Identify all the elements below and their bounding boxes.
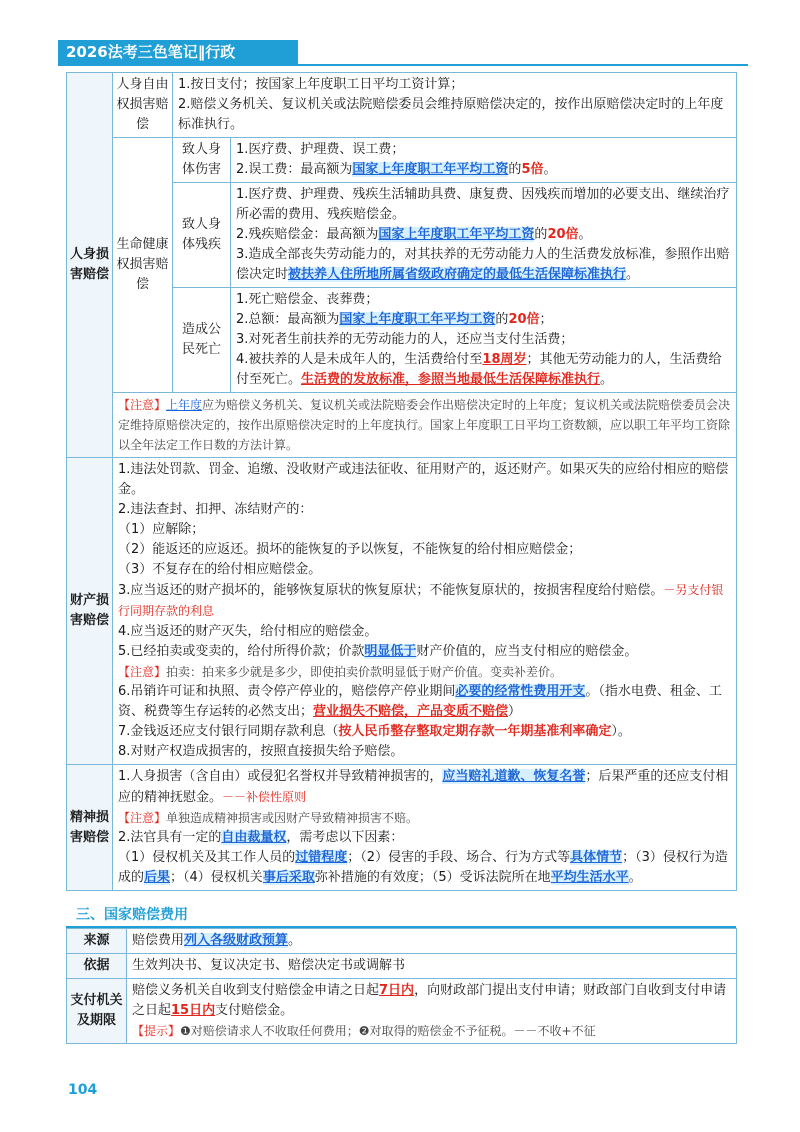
text: 2.总额：最高额为 — [236, 312, 340, 327]
death-line-1: 1.死亡赔偿金、丧葬费； — [236, 292, 379, 307]
cost-table — [66, 928, 737, 1044]
text: 4.被扶养的人是未成年人的，生活费给付至 — [236, 352, 483, 367]
text: 支付赔偿金。 — [215, 1003, 294, 1018]
property-line-2a: （1）应解除； — [118, 522, 205, 537]
life-health-label: 生命健康权损害赔偿 — [113, 138, 173, 393]
highlight: 国家上年度职工年平均工资 — [378, 227, 535, 242]
freedom-content — [173, 73, 737, 138]
freedom-label: 人身自由权损害赔偿 — [113, 73, 173, 138]
disability-line-1: 1.医疗费、护理费、残疾生活辅助具费、康复费、因残疾而增加的必要支出、继续治疗所必需的费用、残疾赔偿金。 — [236, 187, 730, 222]
text: 6.吊销许可证和执照、责令停产停业的，赔偿停产停业期间 — [118, 684, 456, 699]
note-red: －－补偿性原则 — [222, 790, 307, 804]
text: ；（2）侵害的手段、场合、行为方式等 — [347, 850, 571, 865]
property-note-5 — [118, 662, 731, 682]
death-label: 造成公民死亡 — [173, 288, 231, 393]
property-line-1: 1.违法处罚款、罚金、追缴、没收财产或违法征收、征用财产的，返还财产。如果灭失的应给付相应的赔偿金。 — [118, 462, 729, 497]
note-text: 应为赔偿义务机关、复议机关或法院赔委会作出赔偿决定时的上年度；复议机关或法院赔偿委员会决定维持原赔偿决定的，按作出原赔偿决定时的上年度执行。国家上年度职工日平均工资数额，应以职工年平均工资除以全年法定工作日数的方法计算。 — [118, 398, 731, 452]
note-tag: 【提示】 — [132, 1024, 181, 1038]
text: ，向财政部门提出支付申请；财政部门自收到支付申请之日起 — [132, 983, 727, 1018]
pay-label: 支付机关及期限 — [67, 979, 127, 1044]
page-number: 104 — [68, 1082, 98, 1098]
text: ） — [508, 704, 522, 719]
highlight: 平均生活水平 — [550, 870, 629, 885]
text: ；（3）侵权行为造成的 — [118, 850, 728, 885]
text: 赔偿费用 — [132, 933, 185, 948]
text: 弥补措施的有效度；（5）受诉法院所在地 — [314, 870, 551, 885]
text: 。 — [288, 933, 302, 948]
death-line-4 — [236, 350, 731, 390]
text: ；后果严重的还应支付相应的精神抚慰金。 — [118, 769, 729, 805]
cost-row-pay — [67, 979, 737, 1044]
death-line-3: 3.对死者生前扶养的无劳动能力的人，还应当支付生活费； — [236, 332, 574, 347]
text: 。（指水电费、租金、工资、税费等生存运转的必然支出； — [118, 684, 722, 719]
header-title: 2026法考三色笔记‖行政 — [58, 40, 298, 64]
highlight: 具体情节 — [570, 850, 623, 865]
property-line-8: 8.对财产权造成损害的，按照直接损失给予赔偿。 — [118, 744, 404, 759]
text: 的 — [508, 162, 522, 177]
highlight: 事后采取 — [262, 870, 315, 885]
spirit-line-2 — [118, 828, 731, 848]
highlight: 被扶养人住所地所属省级政府确定的最低生活保障标准执行 — [288, 267, 627, 282]
highlight: 国家上年度职工年平均工资 — [339, 312, 496, 327]
note-tag: 【注意】 — [118, 665, 167, 679]
text: 财产价值的，应当支付相应的赔偿金。 — [416, 644, 638, 659]
property-line-7 — [118, 722, 731, 742]
row-freedom — [67, 73, 737, 138]
text: 的 — [495, 312, 509, 327]
spirit-note — [118, 808, 731, 828]
pay-content — [127, 979, 737, 1044]
text: 7.金钱返还应支付银行同期存款利息（ — [118, 724, 339, 739]
highlight-red: 5倍 — [521, 162, 544, 177]
property-label: 财产损害赔偿 — [67, 458, 113, 765]
person-damage-label: 人身损害赔偿 — [67, 73, 113, 458]
header-rule — [58, 64, 748, 66]
disability-label: 致人身体残疾 — [173, 183, 231, 288]
freedom-line-2: 2.赔偿义务机关、复议机关或法院赔偿委员会维持原赔偿决定的，按作出原赔偿决定时的上年度标准执行。 — [178, 97, 724, 132]
text: 1.人身损害（含自由）或侵犯名誉权并导致精神损害的， — [118, 769, 443, 784]
injury-label: 致人身体伤害 — [173, 138, 231, 183]
injury-line-1: 1.医疗费、护理费、误工费； — [236, 142, 405, 157]
highlight-red: 20倍 — [508, 312, 540, 327]
text: 的 — [534, 227, 548, 242]
property-line-2b: （2）能返还的应返还。损坏的能恢复的予以恢复，不能恢复的给付相应赔偿金； — [118, 542, 582, 557]
person-note — [113, 393, 737, 458]
source-content — [127, 929, 737, 954]
property-line-2: 2.违法查封、扣押、冻结财产的： — [118, 502, 313, 517]
property-line-2c: （3）不复存在的给付相应赔偿金。 — [118, 562, 322, 577]
row-property — [67, 458, 737, 765]
death-line-2 — [236, 310, 731, 330]
highlight: 必要的经常性费用开支 — [455, 684, 586, 699]
pay-note — [132, 1021, 731, 1041]
text: ；（4）侵权机关 — [170, 870, 263, 885]
row-person-note — [67, 393, 737, 458]
text: 5.已经拍卖或变卖的，给付所得价款；价款 — [118, 644, 365, 659]
page-header — [58, 40, 748, 66]
basis-label: 依据 — [67, 954, 127, 979]
note-tag: 【注意】 — [118, 398, 167, 412]
spirit-line-1 — [118, 767, 731, 808]
disability-content — [231, 183, 737, 288]
injury-line-2 — [236, 160, 731, 180]
row-injury — [67, 138, 737, 183]
highlight: 国家上年度职工年平均工资 — [352, 162, 509, 177]
highlight-red: 18周岁 — [482, 352, 527, 367]
spirit-line-3 — [118, 848, 731, 888]
freedom-line-1: 1.按日支付；按国家上年度职工日平均工资计算； — [178, 77, 464, 92]
text: ）。 — [611, 724, 631, 739]
text: （1）侵权机关及其工作人员的 — [118, 850, 296, 865]
highlight: 自由裁量权 — [221, 830, 287, 845]
text: 3.应当返还的财产损坏的，能够恢复原状的恢复原状；不能恢复原状的，按损害程度给付赔偿。 — [118, 583, 664, 598]
highlight-red: 20倍 — [547, 227, 579, 242]
disability-line-3 — [236, 245, 731, 285]
note-red: －另支付银行同期存款的利息 — [118, 583, 724, 618]
text: 2.法官具有一定的 — [118, 830, 222, 845]
property-content — [113, 458, 737, 765]
highlight: 列入各级财政预算 — [184, 933, 289, 948]
text: 。 — [543, 162, 557, 177]
compensation-table — [66, 72, 737, 891]
note-text: 拍卖：拍来多少就是多少，即使拍卖价款明显低于财产价值。变卖补差价。 — [166, 665, 563, 679]
text: ； — [539, 312, 553, 327]
text: 2.残疾赔偿金：最高额为 — [236, 227, 379, 242]
highlight-red: 15日内 — [171, 1003, 216, 1018]
text: 赔偿义务机关自收到支付赔偿金申请之日起 — [132, 983, 380, 998]
text: 。 — [600, 372, 614, 387]
death-content — [231, 288, 737, 393]
property-line-5 — [118, 642, 731, 662]
property-line-4: 4.应当返还的财产灭失，给付相应的赔偿金。 — [118, 624, 378, 639]
note-text: 单独造成精神损害或因财产导致精神损害不赔。 — [166, 811, 419, 825]
spirit-label: 精神损害赔偿 — [67, 765, 113, 891]
cost-row-basis — [67, 954, 737, 979]
highlight-red: 生活费的发放标准，参照当地最低生活保障标准执行 — [301, 372, 601, 387]
highlight: 应当赔礼道歉、恢复名誉 — [442, 769, 586, 784]
text: ；其他无劳动能力的人，生活费给付至死亡。 — [236, 352, 722, 387]
text: 。 — [626, 267, 640, 282]
note-text: ❶对赔偿请求人不收取任何费用；❷对取得的赔偿金不予征税。－－不收+不征 — [180, 1024, 596, 1038]
source-label: 来源 — [67, 929, 127, 954]
row-spirit — [67, 765, 737, 891]
injury-content — [231, 138, 737, 183]
cost-row-source — [67, 929, 737, 954]
text: ，需考虑以下因素： — [286, 830, 404, 845]
disability-line-2 — [236, 225, 731, 245]
note-tag: 【注意】 — [118, 811, 167, 825]
text: 2.误工费：最高额为 — [236, 162, 353, 177]
text: 。 — [628, 870, 642, 885]
highlight: 后果 — [144, 870, 171, 885]
note-keyword: 上年度 — [166, 398, 203, 412]
spirit-content — [113, 765, 737, 891]
highlight: 明显低于 — [364, 644, 417, 659]
pay-line — [132, 981, 731, 1021]
cost-section-title: 三、国家赔偿费用 — [76, 907, 188, 923]
cost-section — [66, 904, 736, 1044]
highlight-red: 营业损失不赔偿，产品变质不赔偿 — [313, 704, 509, 719]
property-line-3 — [118, 580, 731, 622]
property-line-6 — [118, 682, 731, 722]
highlight-red: 7日内 — [379, 983, 415, 998]
basis-content: 生效判决书、复议决定书、赔偿决定书或调解书 — [127, 954, 737, 979]
highlight: 过错程度 — [295, 850, 348, 865]
text: 。 — [578, 227, 592, 242]
text: 3.造成全部丧失劳动能力的，对其扶养的无劳动能力人的生活费发放标准，参照作出赔偿决定时 — [236, 247, 730, 282]
highlight-red: 按人民币整存整取定期存款一年期基准利率确定 — [338, 724, 612, 739]
